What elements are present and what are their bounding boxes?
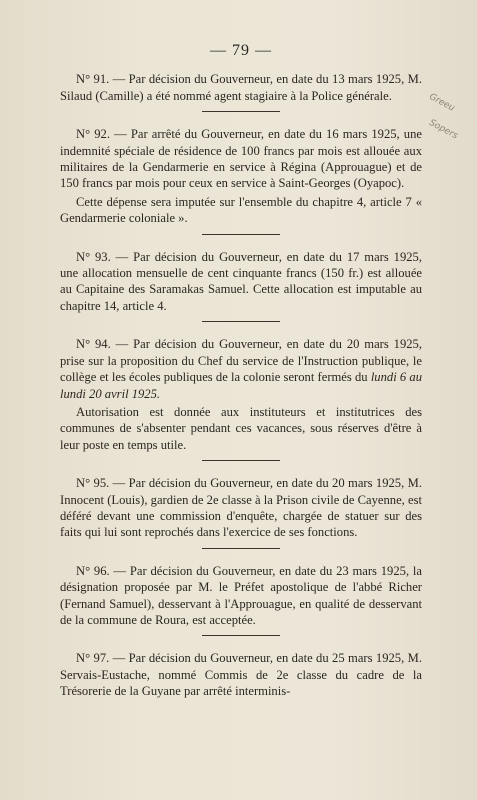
separator-rule (202, 548, 280, 549)
page-number: — 79 — (210, 42, 272, 59)
separator-rule (202, 460, 280, 461)
entry-paragraph (60, 336, 422, 402)
page-content (60, 43, 422, 700)
separator-rule (202, 111, 280, 112)
entry-paragraph: Autorisation est donnée aux instituteurs et institutrices des communes de s'absenter pendant ces vacances, sous réserves d'être à leur poste en temps utile. (60, 404, 422, 452)
separator-rule (202, 321, 280, 322)
entry-93 (60, 249, 422, 315)
closure-dates: lundi 6 au lundi 20 avril 1925. (60, 370, 422, 401)
entry-97 (60, 650, 422, 699)
entry-paragraph: N° 91. — Par décision du Gouverneur, en date du 13 mars 1925, M. Silaud (Camille) a été nommé agent stagiaire à la Police générale. (60, 72, 422, 103)
margin-note: Greeu (427, 92, 457, 114)
entry-92 (60, 126, 422, 226)
entry-paragraph: Cette dépense sera imputée sur l'ensemble du chapitre 4, article 7 « Gendarmerie coloniale ». (60, 194, 422, 226)
margin-note: Sopers (427, 118, 460, 142)
entry-text: N° 94. — Par décision du Gouverneur, en date du 20 mars 1925, prise sur la proposition du Chef du service de l'Instruction publique, le collège et les écoles publiques de la colonie seront fermés du (60, 337, 422, 385)
entry-paragraph: N° 93. — Par décision du Gouverneur, en date du 17 mars 1925, une allocation mensuelle de cent cinquante francs (150 fr.) est allouée au Capitaine des Saramakas Samuel. Cette allocation est imputable au chapitre 14, article 4. (60, 249, 422, 313)
entry-paragraph: N° 96. — Par décision du Gouverneur, en date du 23 mars 1925, la désignation proposée par M. le Préfet apostolique de l'abbé Richer (Fernand Samuel), desservant à l'Approuague, en qualité de desservant de la commune de Roura, est acceptée. (60, 563, 422, 627)
entry-paragraph: N° 97. — Par décision du Gouverneur, en date du 25 mars 1925, M. Servais-Eustache, nommé Commis de 2e classe du cadre de la Trésorerie de la Guyane par arrêté interminis- (60, 651, 422, 699)
separator-rule (202, 234, 280, 235)
entry-94 (60, 336, 422, 453)
entry-paragraph: N° 92. — Par arrêté du Gouverneur, en date du 16 mars 1925, une indemnité spéciale de résidence de 100 francs par mois est allouée aux militaires de la Gendarmerie en service à Régina (Approuague) et de 150 francs par mois pour ceux en service à Saint-Georges (Oyapoc). (60, 127, 422, 191)
entry-paragraph: N° 95. — Par décision du Gouverneur, en date du 20 mars 1925, M. Innocent (Louis), gardien de 2e classe à la Prison civile de Cayenne, est déféré devant une commission d'enquête, chargée de statuer sur des faits qui lui sont reprochés dans l'exercice de ses fonctions. (60, 476, 422, 540)
entry-95 (60, 475, 422, 541)
entry-91 (60, 71, 422, 104)
separator-rule (202, 635, 280, 636)
entry-96 (60, 563, 422, 629)
